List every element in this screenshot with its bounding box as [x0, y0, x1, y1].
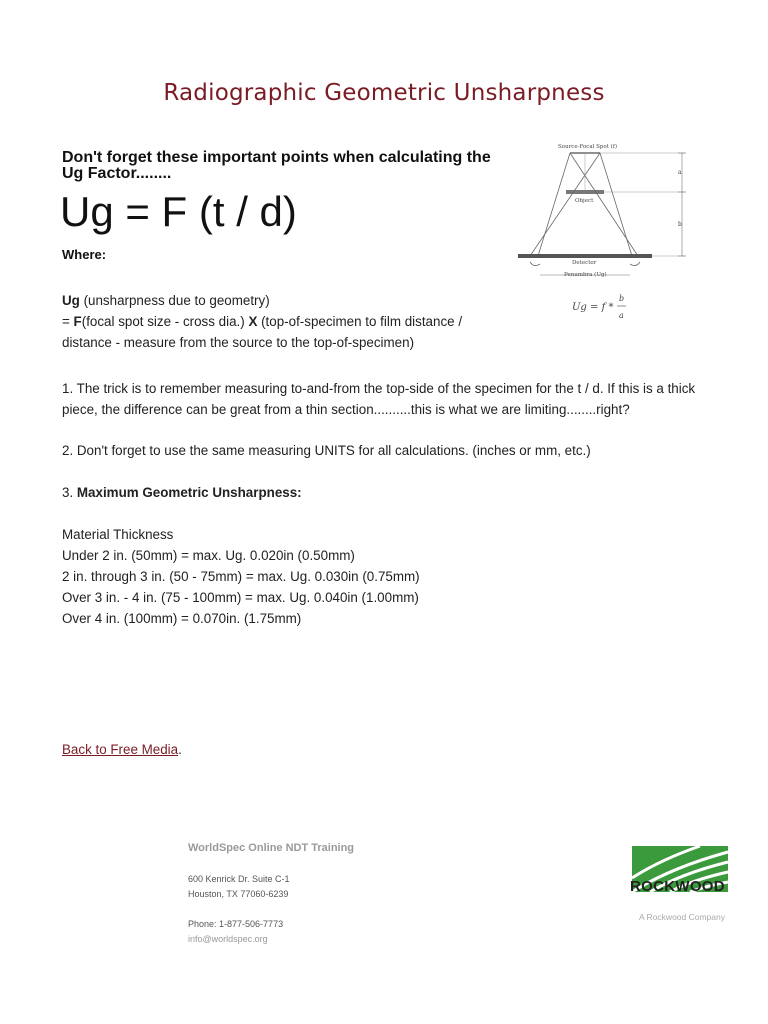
back-to-free-media-link[interactable]: Back to Free Media [62, 742, 179, 757]
eq-prefix: = [62, 314, 74, 329]
address-line-2: Houston, TX 77060-6239 [188, 889, 289, 899]
rockwood-logo-icon [630, 826, 734, 916]
x-term: X [248, 314, 258, 329]
footer-address [188, 872, 290, 902]
point-2: 2. Don't forget to use the same measuring UNITS for all calculations. (inches or mm, etc.) [62, 443, 591, 458]
detector-label: Detector [572, 260, 597, 266]
point-3-prefix: 3. [62, 485, 77, 500]
geometric-unsharpness-diagram [510, 138, 716, 328]
diagram-equation: Ug = f * [572, 302, 614, 313]
rockwood-wordmark: ROCKWOOD [630, 878, 725, 895]
point-3-heading: Maximum Geometric Unsharpness: [76, 485, 302, 500]
ug-desc: (unsharpness due to geometry) [79, 293, 270, 308]
thickness-row: 2 in. through 3 in. (50 - 75mm) = max. Ug. 0.030in (0.75mm) [62, 569, 420, 584]
thickness-list [62, 524, 712, 629]
thickness-row: Over 4 in. (100mm) = 0.070in. (1.75mm) [62, 611, 302, 626]
point-3 [62, 482, 712, 503]
footer-phone: Phone: 1-877-506-7773 [188, 919, 284, 929]
rockwood-tagline: A Rockwood Company [639, 912, 725, 922]
f-term: F [73, 314, 82, 329]
back-link-line [62, 742, 182, 757]
where-label: Where: [62, 247, 107, 262]
object-label: Object [575, 198, 594, 204]
detector-shape [518, 254, 652, 258]
footer-contact [188, 917, 283, 947]
ug-formula: Ug = F (t / d) [60, 188, 297, 235]
address-line-1: 600 Kenrick Dr. Suite C-1 [188, 874, 290, 884]
thickness-row: Under 2 in. (50mm) = max. Ug. 0.020in (0.50mm) [62, 548, 355, 563]
footer-org-name: WorldSpec Online NDT Training [188, 842, 355, 854]
ug-term: Ug [62, 293, 80, 308]
back-link-suffix: . [178, 742, 182, 757]
thickness-row: Over 3 in. - 4 in. (75 - 100mm) = max. Ug. 0.040in (1.00mm) [62, 590, 419, 605]
diagram-eq-numerator: b [619, 294, 625, 303]
f-desc: (focal spot size - cross dia.) [81, 314, 249, 329]
page-title: Radiographic Geometric Unsharpness [163, 80, 605, 106]
object-shape [566, 190, 604, 194]
dim-b-label: b [678, 221, 682, 228]
dim-a-label: a [678, 169, 682, 176]
source-label: Source-Focal Spot (f) [558, 144, 618, 150]
diagram-eq-denominator: a [619, 311, 624, 320]
point-1: 1. The trick is to remember measuring to-and-from the top-side of the specimen for the t / d. If this is a thick piece, the difference can be great from a thin section..........this is what we are limiting........right? [62, 381, 696, 417]
x-desc: (top-of-specimen to film distance / distance - measure from the source to the top-of-specimen) [62, 314, 463, 350]
footer-email[interactable]: info@worldspec.org [188, 934, 268, 944]
thickness-heading: Material Thickness [62, 527, 174, 542]
subtitle: Don't forget these important points when calculating the Ug Factor........ [62, 149, 491, 182]
definition-paragraph [62, 290, 502, 353]
penumbra-label: Penumbra (Ug) [564, 272, 607, 278]
